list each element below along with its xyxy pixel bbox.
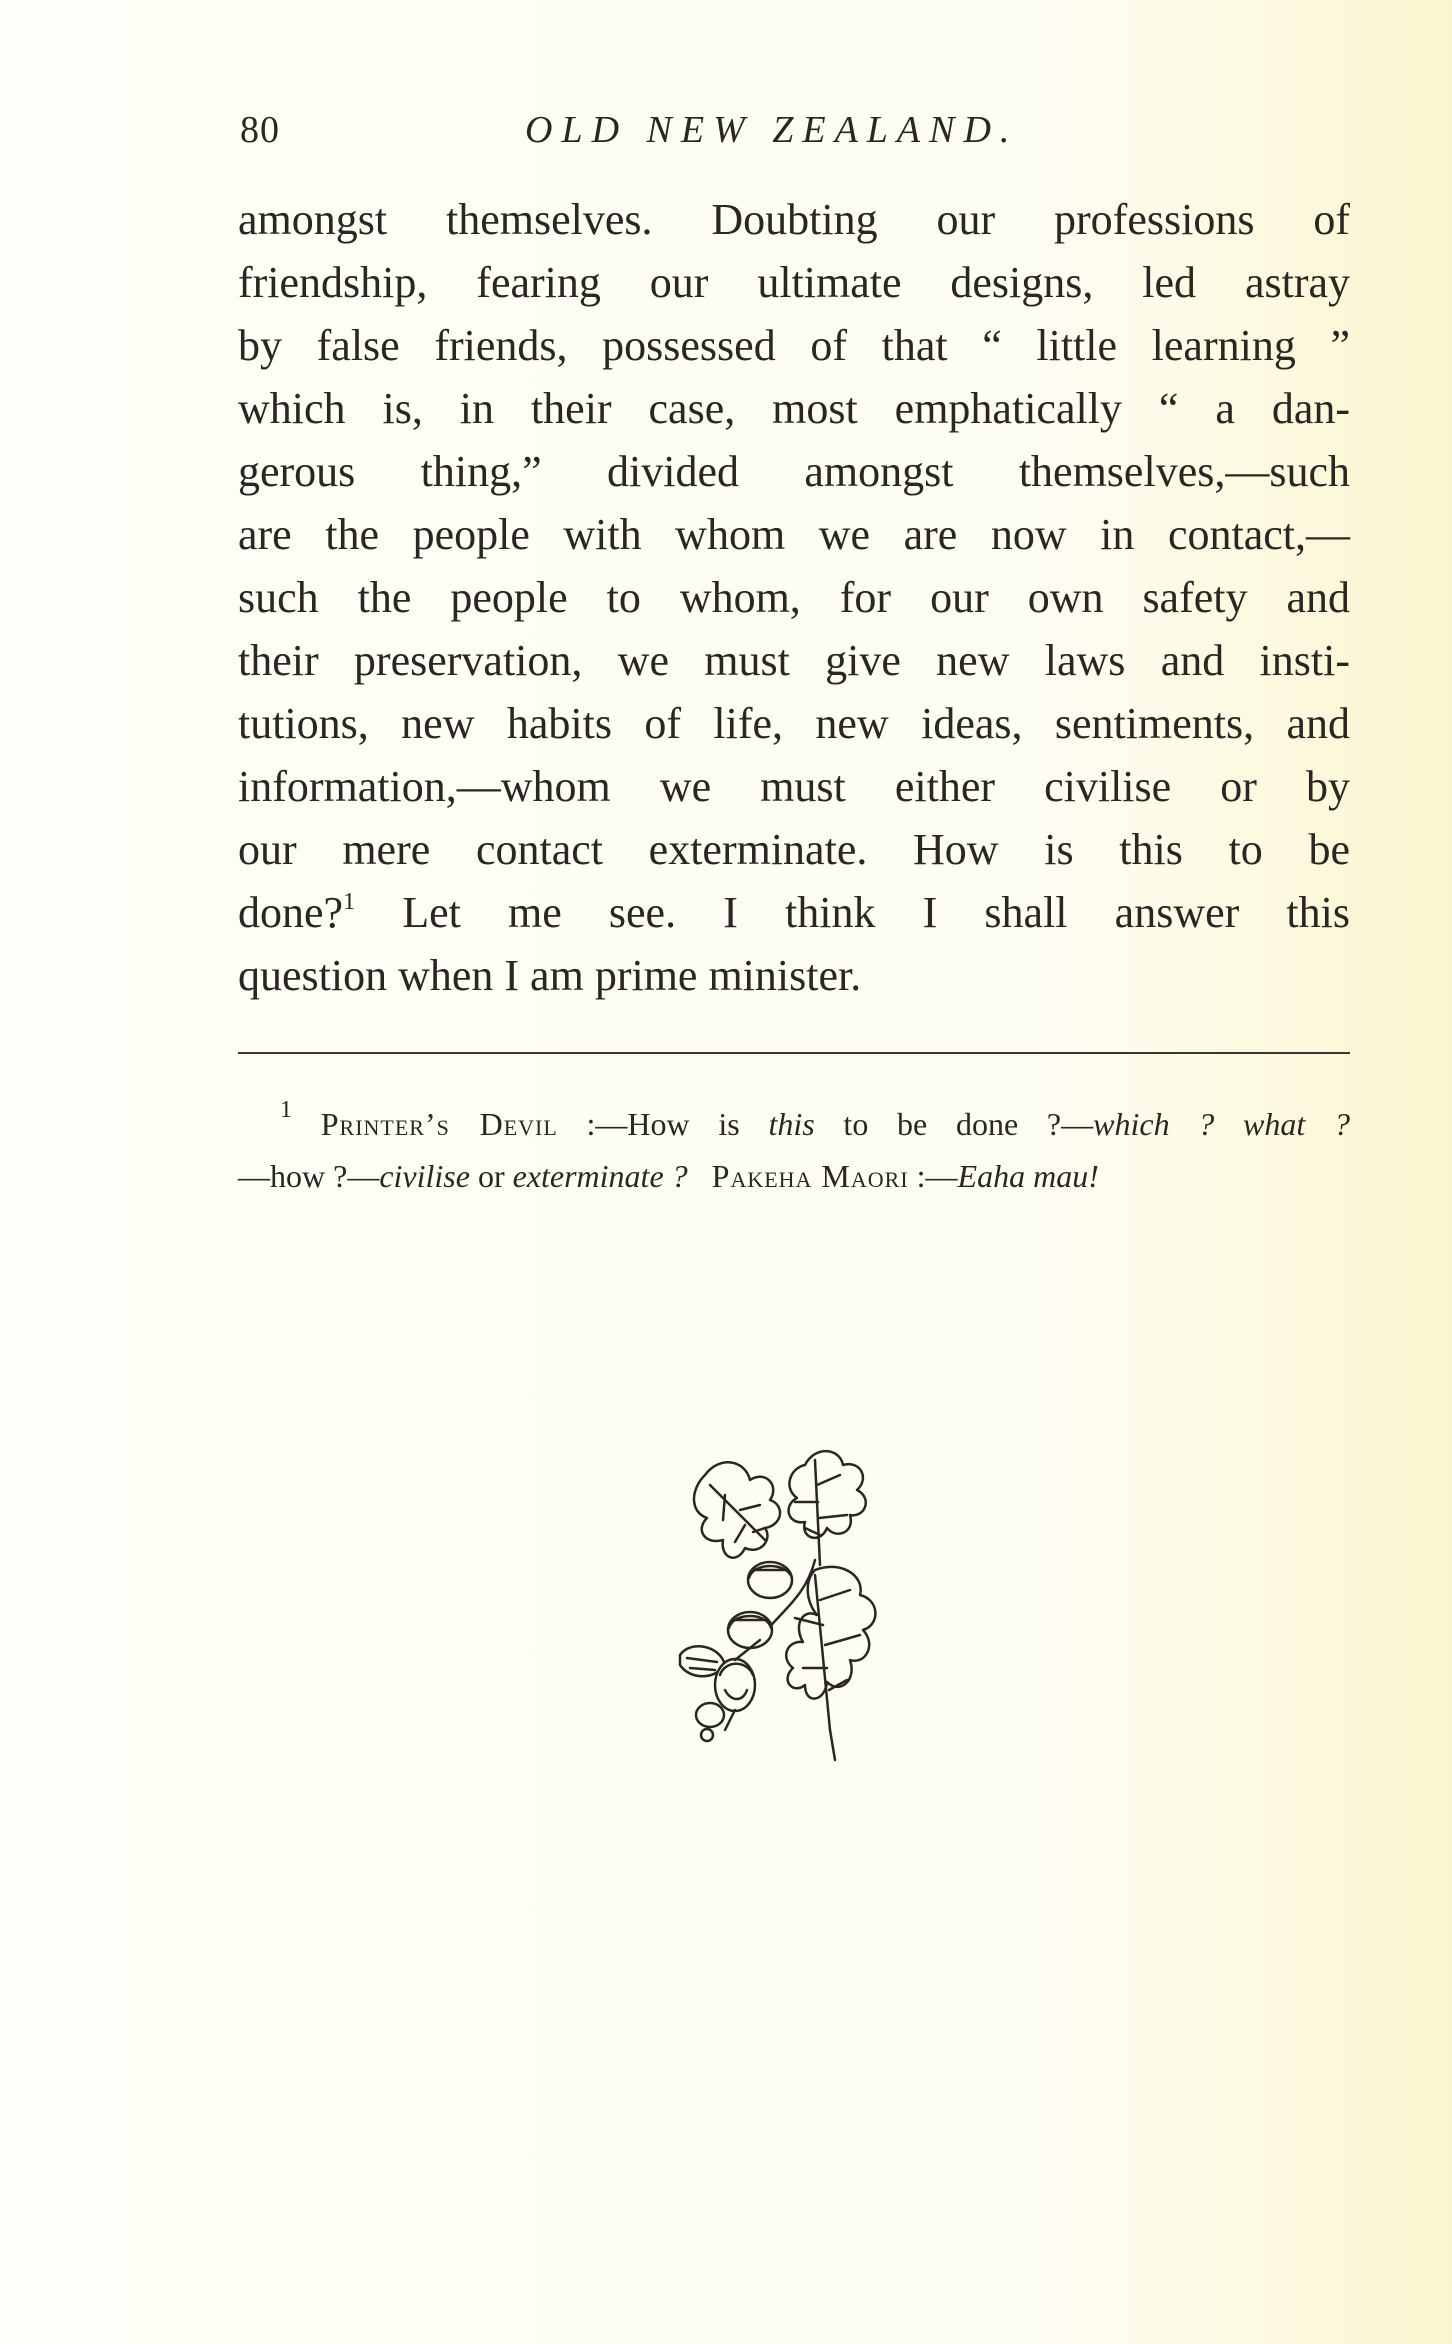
body-line: our mere contact exterminate. How is this to be — [238, 825, 1350, 874]
footnote-marker: 1 — [280, 1097, 292, 1123]
footnote-text: to be done ?— — [814, 1106, 1094, 1142]
footnote-line — [238, 1150, 1350, 1202]
footnote-emphasis: exterminate ? — [512, 1158, 688, 1194]
footnote-text: :—How is — [557, 1106, 769, 1142]
footnote-emphasis: civilise — [379, 1158, 470, 1194]
footnote-emphasis: this — [768, 1106, 815, 1142]
body-line: question when I am prime minister. — [238, 951, 862, 1000]
footnote-emphasis: Eaha mau! — [957, 1158, 1099, 1194]
page-number: 80 — [240, 109, 280, 151]
body-line: which is, in their case, most emphatically “ a dan- — [238, 384, 1350, 433]
footnote — [238, 1098, 1350, 1202]
footnote-text: or — [469, 1158, 513, 1194]
footnote-divider — [238, 1052, 1350, 1054]
running-title: OLD NEW ZEALAND. — [525, 109, 1019, 151]
page-header — [240, 108, 1350, 158]
oak-leaves-acorns-icon — [665, 1440, 915, 1770]
footnote-text: :— — [908, 1158, 958, 1194]
footnote-text: —how ?— — [238, 1158, 380, 1194]
footnote-speaker: Printer’s Devil — [320, 1106, 558, 1142]
footnote-line — [238, 1098, 1350, 1150]
body-line-with-footnote-ref — [238, 881, 1350, 944]
body-line: information,—whom we must either civilise or by — [238, 762, 1350, 811]
body-line: tutions, new habits of life, new ideas, sentiments, and — [238, 699, 1350, 748]
footnote-reference[interactable]: 1 — [343, 889, 356, 915]
body-line: amongst themselves. Doubting our professions of — [238, 195, 1350, 244]
body-line: gerous thing,” divided amongst themselves,—such — [238, 447, 1350, 496]
body-line: such the people to whom, for our own safety and — [238, 573, 1350, 622]
body-line: are the people with whom we are now in contact,— — [238, 510, 1350, 559]
body-line: by false friends, possessed of that “ little learning ” — [238, 321, 1350, 370]
body-line: friendship, fearing our ultimate designs, led astray — [238, 258, 1350, 307]
body-paragraph — [238, 188, 1350, 1007]
footnote-emphasis: which ? what ? — [1093, 1106, 1350, 1142]
body-line: their preservation, we must give new laws and insti- — [238, 636, 1350, 685]
footnote-speaker: Pakeha Maori — [711, 1158, 909, 1194]
body-text-fragment: Let me see. I think I shall answer this — [355, 888, 1350, 937]
body-text-fragment: done? — [238, 888, 344, 937]
